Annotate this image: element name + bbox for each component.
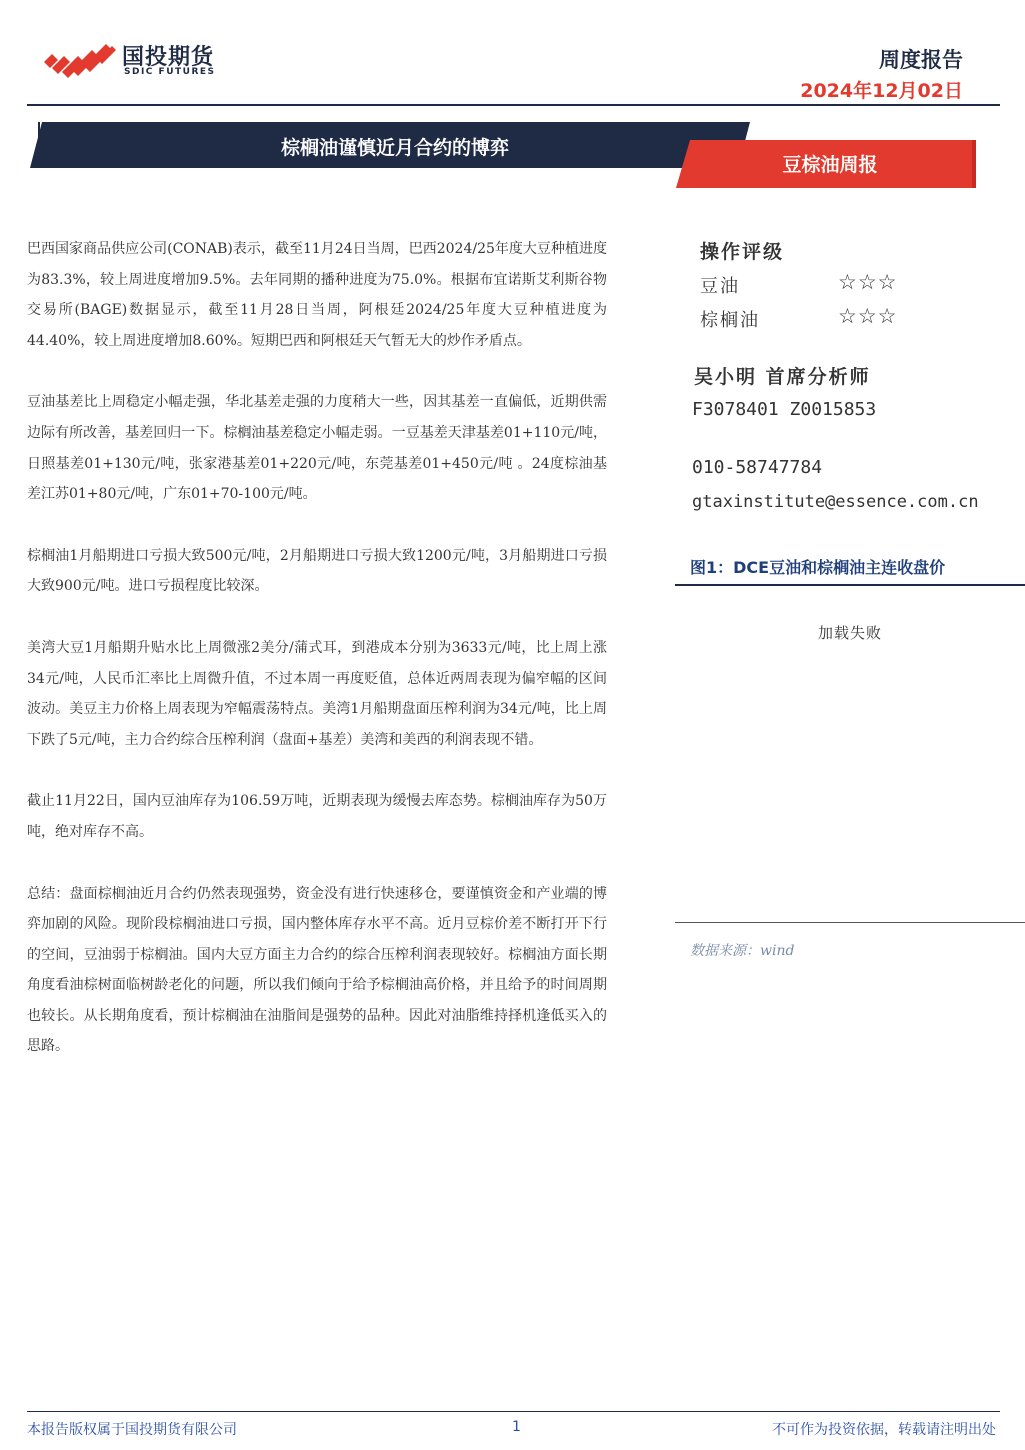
- analyst-license: F3078401 Z0015853: [692, 399, 877, 420]
- report-category: 豆棕油周报: [782, 154, 878, 176]
- logo-chinese-name: 国投期货: [122, 45, 215, 70]
- logo-english-name: SDIC FUTURES: [124, 67, 216, 77]
- figure-title: 图1：DCE豆油和棕榈油主连收盘价: [690, 558, 946, 577]
- rating-name: 豆油: [700, 276, 740, 297]
- page-number: 1: [512, 1419, 521, 1435]
- paragraph-soybean-planting: 巴西国家商品供应公司(CONAB)表示，截至11月24日当周，巴西2024/25年度大豆种植进度为83.3%，较上周进度增加9.5%。去年同期的播种进度为75.0%。根据布宜诺斯艾利斯谷物交易所(BAGE)数据显示，截至11月28日当周，阿根廷2024/25年度大豆种植进度为44.40%，较上周进度增加8.60%。短期巴西和阿根廷天气暂无大的炒作矛盾点。: [27, 241, 607, 349]
- paragraph-summary: 总结：盘面棕榈油近月合约仍然表现强势，资金没有进行快速移仓，要谨慎资金和产业端的博弈加剧的风险。现阶段棕榈油进口亏损，国内整体库存水平不高。近月豆棕价差不断打开下行的空间，豆油弱于棕榈油。国内大豆方面主力合约的综合压榨利润表现较好。棕榈油方面长期角度看油棕树面临树龄老化的问题，所以我们倾向于给予棕榈油高价格，并且给予的时间周期也较长。从长期角度看，预计棕榈油在油脂间是强势的品种。因此对油脂维持择机逢低买入的思路。: [27, 885, 607, 1055]
- rating-row-palm-oil: [700, 306, 920, 334]
- footer-divider: [27, 1411, 1000, 1412]
- figure-bottom-rule: [675, 922, 1025, 923]
- figure-source: 数据来源：wind: [690, 943, 795, 959]
- paragraph-us-gulf: 美湾大豆1月船期升贴水比上周微涨2美分/蒲式耳，到港成本分别为3633元/吨，比上周上涨34元/吨，人民币汇率比上周微升值，不过本周一再度贬值，总体近两周表现为偏窄幅的区间波动。美豆主力价格上周表现为窄幅震荡特点。美湾1月船期盘面压榨利润为34元/吨，比上周下跌了5元/吨，主力合约综合压榨利润（盘面+基差）美湾和美西的利润表现不错。: [27, 639, 607, 748]
- footer-disclaimer: 不可作为投资依据，转载请注明出处: [772, 1422, 996, 1438]
- report-date: 2024年12月02日: [800, 80, 963, 102]
- report-type: 周度报告: [879, 48, 963, 72]
- rating-title: 操作评级: [700, 241, 785, 263]
- analyst-email[interactable]: gtaxinstitute@essence.com.cn: [692, 492, 979, 512]
- logo-stripes-icon: [42, 40, 116, 78]
- rating-row-soybean-oil: [700, 272, 920, 300]
- figure-load-failed: 加载失败: [817, 624, 882, 642]
- report-title: 棕榈油谨慎近月合约的博弈: [280, 137, 509, 159]
- rating-stars: ☆☆☆: [838, 270, 898, 294]
- company-logo: [42, 40, 242, 80]
- paragraph-inventory: 截止11月22日，国内豆油库存为106.59万吨，近期表现为缓慢去库态势。棕榈油库存为50万吨，绝对库存不高。: [27, 793, 607, 840]
- rating-stars: ☆☆☆: [838, 304, 898, 328]
- analyst-name: 吴小明 首席分析师: [694, 366, 871, 388]
- rating-name: 棕榈油: [700, 310, 760, 331]
- analyst-phone: 010-58747784: [692, 457, 823, 478]
- figure-top-rule: [675, 584, 1025, 586]
- paragraph-basis: 豆油基差比上周稳定小幅走强，华北基差走强的力度稍大一些，因其基差一直偏低，近期供需边际有所改善，基差回归一下。棕榈油基差稳定小幅走弱。一豆基差天津基差01+110元/吨，日照基差01+130元/吨，张家港基差01+220元/吨，东莞基差01+450元/吨 。24度棕油基差江苏01+80元/吨，广东01+70-100元/吨。: [27, 394, 607, 503]
- footer-copyright: 本报告版权属于国投期货有限公司: [27, 1422, 237, 1438]
- header-divider: [27, 104, 1000, 106]
- report-body: [27, 234, 607, 1093]
- paragraph-palm-import: 棕榈油1月船期进口亏损大致500元/吨，2月船期进口亏损大致1200元/吨，3月船期进口亏损大致900元/吨。进口亏损程度比较深。: [27, 547, 607, 595]
